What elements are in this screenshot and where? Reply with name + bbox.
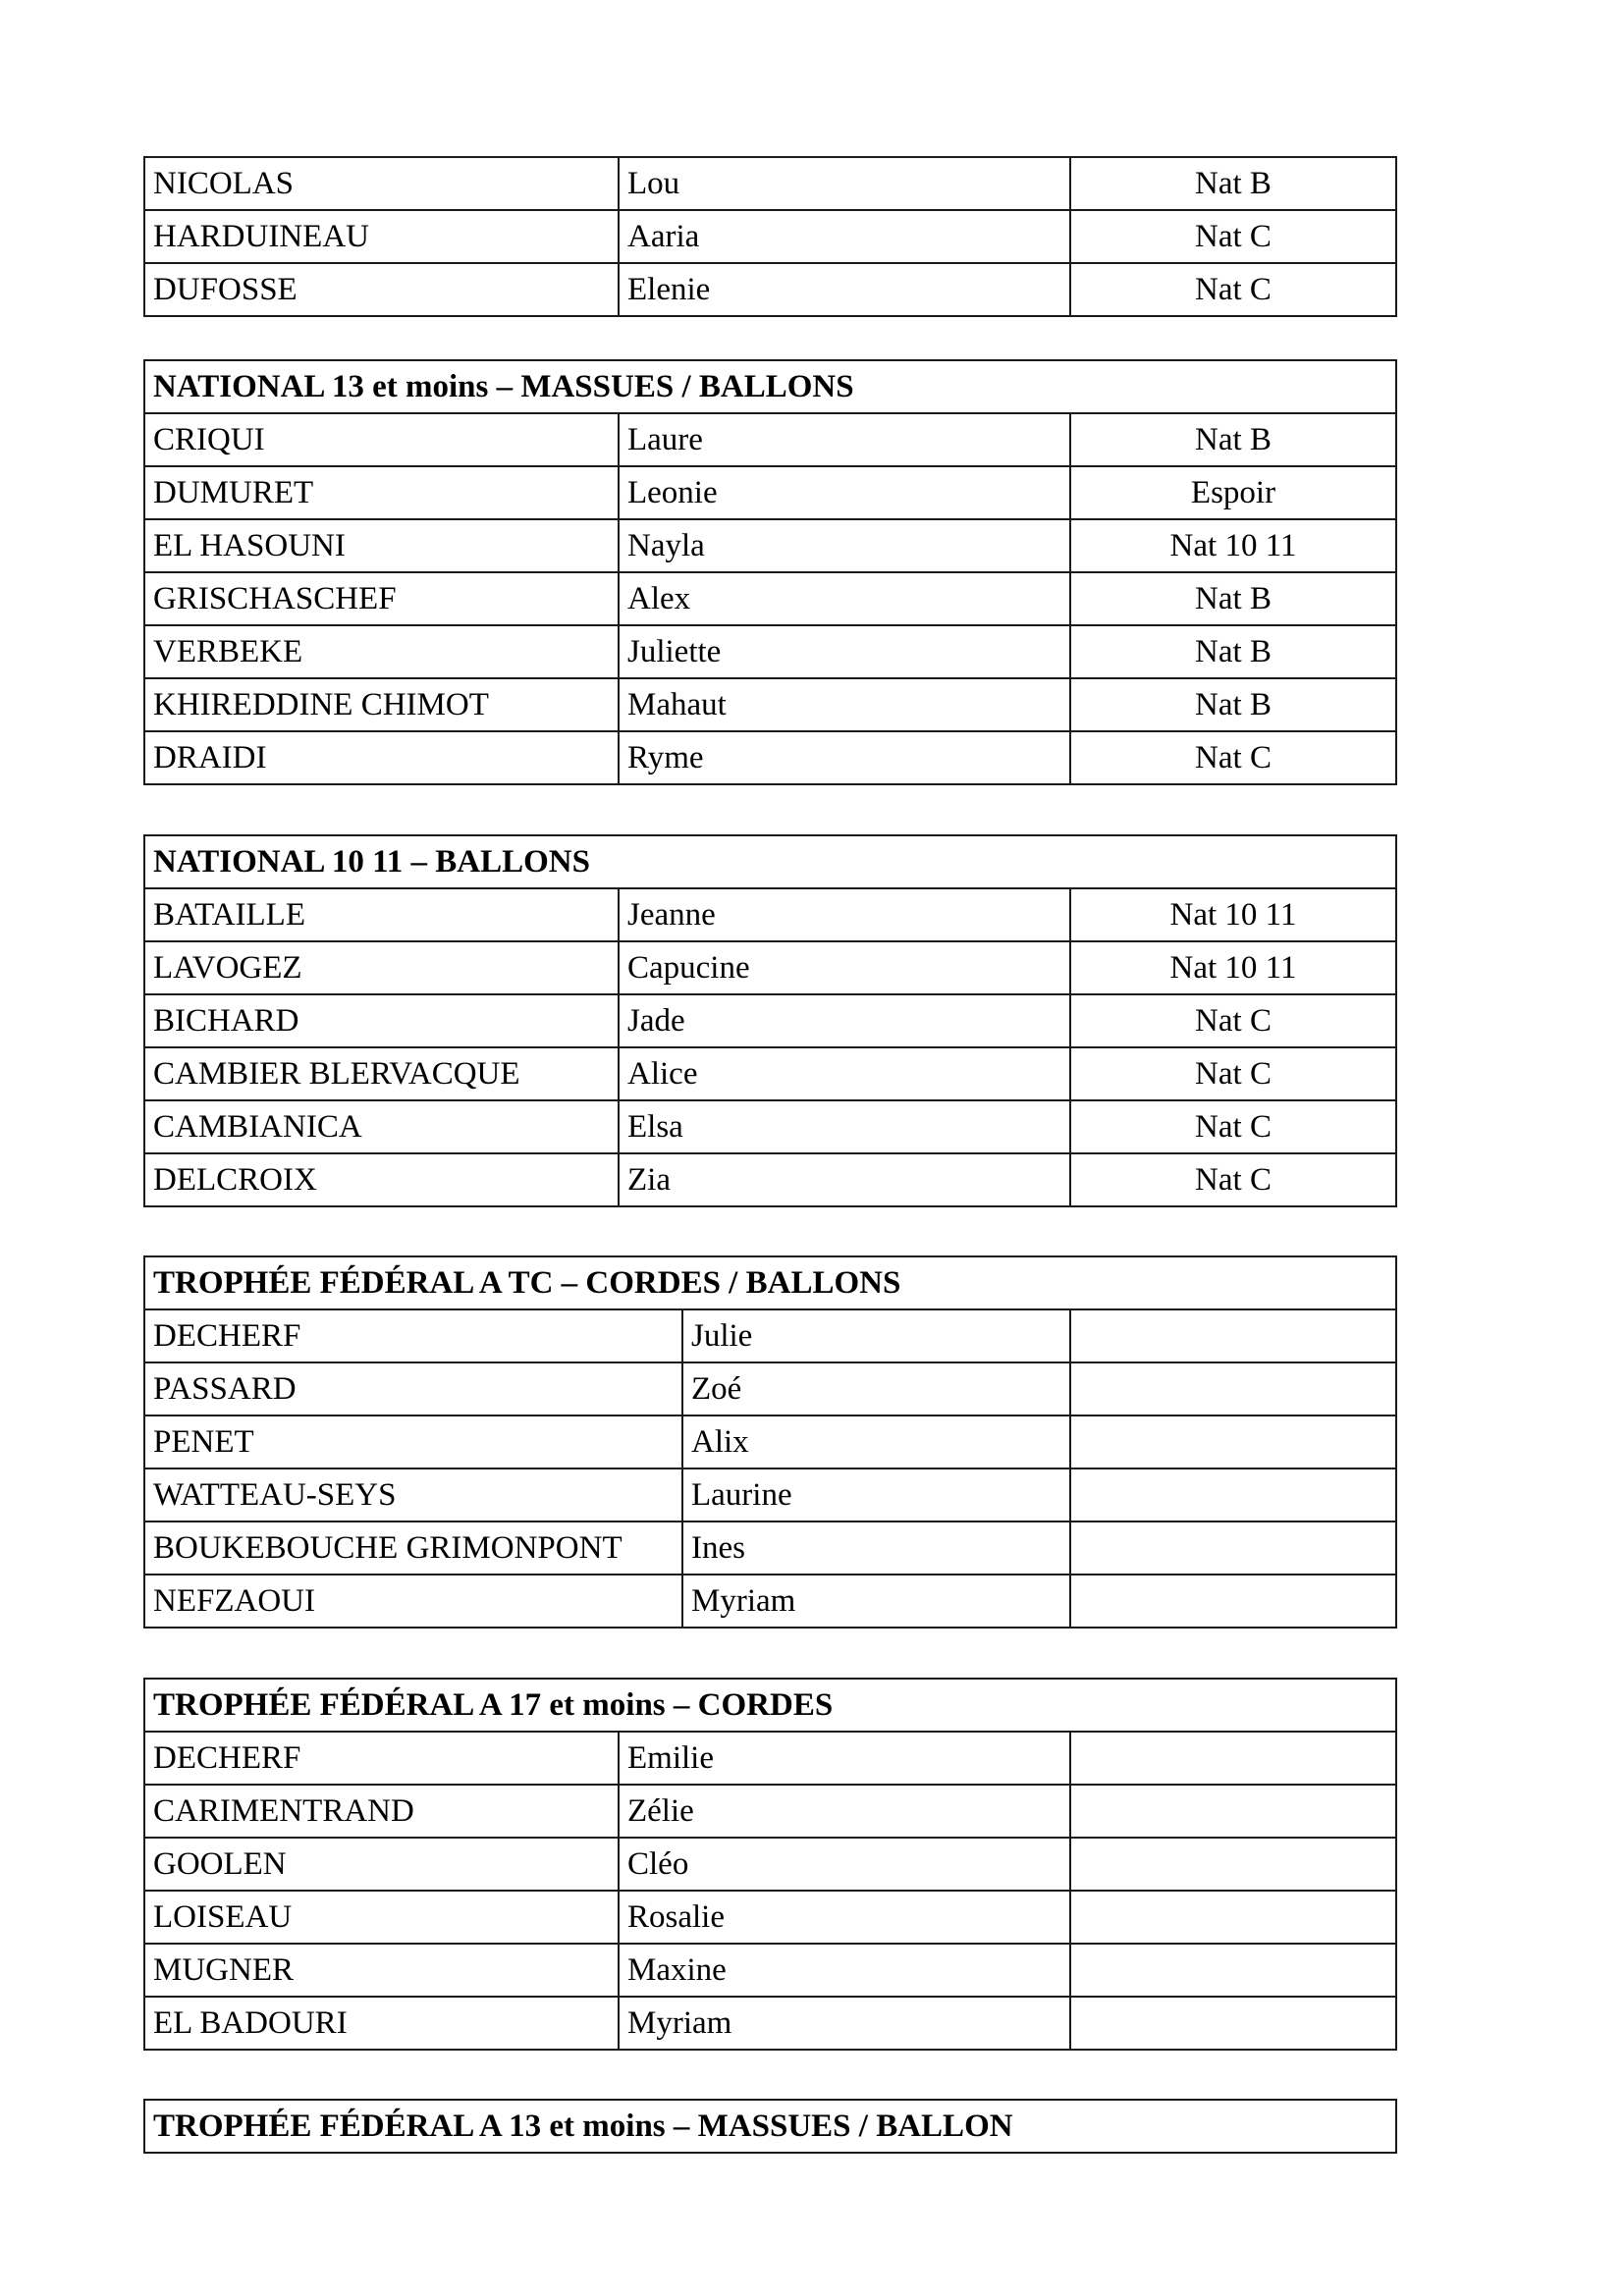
table-row <box>144 1468 1396 1522</box>
first-name-cell: Jeanne <box>619 888 1070 941</box>
level-cell: Nat C <box>1070 1100 1396 1153</box>
table-row <box>144 413 1396 466</box>
first-name-cell: Elenie <box>619 263 1070 316</box>
section-heading: NATIONAL 10 11 – BALLONS <box>144 835 1396 888</box>
level-cell <box>1070 1891 1396 1944</box>
first-name-cell: Lou <box>619 157 1070 210</box>
first-name-cell: Myriam <box>682 1575 1070 1628</box>
section-heading: TROPHÉE FÉDÉRAL A TC – CORDES / BALLONS <box>144 1256 1396 1309</box>
competitor-table-continued <box>143 156 1397 317</box>
level-cell <box>1070 1944 1396 1997</box>
first-name-cell: Mahaut <box>619 678 1070 731</box>
level-cell: Nat C <box>1070 1153 1396 1206</box>
table-row <box>144 1838 1396 1891</box>
last-name-cell: NICOLAS <box>144 157 619 210</box>
level-cell: Nat 10 11 <box>1070 519 1396 572</box>
last-name-cell: DECHERF <box>144 1309 682 1362</box>
last-name-cell: WATTEAU-SEYS <box>144 1468 682 1522</box>
first-name-cell: Emilie <box>619 1732 1070 1785</box>
table-row <box>144 1100 1396 1153</box>
table-heading-row <box>144 2100 1396 2153</box>
table-row <box>144 157 1396 210</box>
table-row <box>144 1785 1396 1838</box>
section-heading: TROPHÉE FÉDÉRAL A 13 et moins – MASSUES / BALLON <box>144 2100 1396 2153</box>
first-name-cell: Alex <box>619 572 1070 625</box>
level-cell <box>1070 1415 1396 1468</box>
table-row <box>144 1891 1396 1944</box>
section-heading: NATIONAL 13 et moins – MASSUES / BALLONS <box>144 360 1396 413</box>
last-name-cell: CRIQUI <box>144 413 619 466</box>
level-cell: Nat B <box>1070 413 1396 466</box>
competitor-table-trophee-a-13 <box>143 2099 1397 2154</box>
level-cell: Nat B <box>1070 678 1396 731</box>
last-name-cell: DUFOSSE <box>144 263 619 316</box>
first-name-cell: Zélie <box>619 1785 1070 1838</box>
level-cell <box>1070 1468 1396 1522</box>
first-name-cell: Laurine <box>682 1468 1070 1522</box>
last-name-cell: DELCROIX <box>144 1153 619 1206</box>
level-cell: Nat B <box>1070 157 1396 210</box>
level-cell <box>1070 1362 1396 1415</box>
first-name-cell: Cléo <box>619 1838 1070 1891</box>
competitor-table-trophee-a-17 <box>143 1678 1397 2051</box>
first-name-cell: Myriam <box>619 1997 1070 2050</box>
table-row <box>144 941 1396 994</box>
last-name-cell: CAMBIER BLERVACQUE <box>144 1047 619 1100</box>
last-name-cell: HARDUINEAU <box>144 210 619 263</box>
first-name-cell: Ryme <box>619 731 1070 784</box>
table-row <box>144 1047 1396 1100</box>
table-row <box>144 1153 1396 1206</box>
level-cell <box>1070 1575 1396 1628</box>
level-cell: Nat B <box>1070 572 1396 625</box>
first-name-cell: Elsa <box>619 1100 1070 1153</box>
table-row <box>144 888 1396 941</box>
level-cell: Nat 10 11 <box>1070 888 1396 941</box>
first-name-cell: Jade <box>619 994 1070 1047</box>
first-name-cell: Julie <box>682 1309 1070 1362</box>
last-name-cell: DUMURET <box>144 466 619 519</box>
last-name-cell: DRAIDI <box>144 731 619 784</box>
level-cell: Nat C <box>1070 731 1396 784</box>
table-row <box>144 731 1396 784</box>
table-row <box>144 572 1396 625</box>
table-row <box>144 1575 1396 1628</box>
level-cell <box>1070 1785 1396 1838</box>
table-row <box>144 1415 1396 1468</box>
competitor-table-national-13 <box>143 359 1397 785</box>
first-name-cell: Laure <box>619 413 1070 466</box>
last-name-cell: DECHERF <box>144 1732 619 1785</box>
last-name-cell: EL BADOURI <box>144 1997 619 2050</box>
first-name-cell: Alix <box>682 1415 1070 1468</box>
level-cell: Nat C <box>1070 994 1396 1047</box>
table-row <box>144 1732 1396 1785</box>
first-name-cell: Leonie <box>619 466 1070 519</box>
first-name-cell: Rosalie <box>619 1891 1070 1944</box>
level-cell: Nat C <box>1070 210 1396 263</box>
table-heading-row <box>144 1256 1396 1309</box>
level-cell: Espoir <box>1070 466 1396 519</box>
competitor-table-national-10-11 <box>143 834 1397 1207</box>
last-name-cell: GRISCHASCHEF <box>144 572 619 625</box>
first-name-cell: Nayla <box>619 519 1070 572</box>
table-row <box>144 678 1396 731</box>
last-name-cell: PASSARD <box>144 1362 682 1415</box>
level-cell: Nat C <box>1070 1047 1396 1100</box>
table-row <box>144 1944 1396 1997</box>
last-name-cell: NEFZAOUI <box>144 1575 682 1628</box>
first-name-cell: Aaria <box>619 210 1070 263</box>
first-name-cell: Maxine <box>619 1944 1070 1997</box>
level-cell: Nat 10 11 <box>1070 941 1396 994</box>
table-heading-row <box>144 360 1396 413</box>
last-name-cell: KHIREDDINE CHIMOT <box>144 678 619 731</box>
level-cell <box>1070 1522 1396 1575</box>
level-cell <box>1070 1838 1396 1891</box>
table-row <box>144 625 1396 678</box>
last-name-cell: LOISEAU <box>144 1891 619 1944</box>
last-name-cell: MUGNER <box>144 1944 619 1997</box>
level-cell <box>1070 1732 1396 1785</box>
last-name-cell: BICHARD <box>144 994 619 1047</box>
last-name-cell: PENET <box>144 1415 682 1468</box>
level-cell <box>1070 1997 1396 2050</box>
first-name-cell: Ines <box>682 1522 1070 1575</box>
table-row <box>144 1522 1396 1575</box>
table-row <box>144 1362 1396 1415</box>
first-name-cell: Juliette <box>619 625 1070 678</box>
level-cell <box>1070 1309 1396 1362</box>
first-name-cell: Capucine <box>619 941 1070 994</box>
table-row <box>144 466 1396 519</box>
table-row <box>144 210 1396 263</box>
last-name-cell: BATAILLE <box>144 888 619 941</box>
table-heading-row <box>144 1679 1396 1732</box>
competitor-table-trophee-a-tc <box>143 1255 1397 1629</box>
table-heading-row <box>144 835 1396 888</box>
table-row <box>144 263 1396 316</box>
table-row <box>144 1309 1396 1362</box>
section-heading: TROPHÉE FÉDÉRAL A 17 et moins – CORDES <box>144 1679 1396 1732</box>
last-name-cell: EL HASOUNI <box>144 519 619 572</box>
level-cell: Nat C <box>1070 263 1396 316</box>
first-name-cell: Alice <box>619 1047 1070 1100</box>
last-name-cell: BOUKEBOUCHE GRIMONPONT <box>144 1522 682 1575</box>
table-row <box>144 1997 1396 2050</box>
last-name-cell: CARIMENTRAND <box>144 1785 619 1838</box>
first-name-cell: Zia <box>619 1153 1070 1206</box>
table-row <box>144 994 1396 1047</box>
last-name-cell: GOOLEN <box>144 1838 619 1891</box>
table-row <box>144 519 1396 572</box>
last-name-cell: CAMBIANICA <box>144 1100 619 1153</box>
last-name-cell: LAVOGEZ <box>144 941 619 994</box>
last-name-cell: VERBEKE <box>144 625 619 678</box>
first-name-cell: Zoé <box>682 1362 1070 1415</box>
level-cell: Nat B <box>1070 625 1396 678</box>
